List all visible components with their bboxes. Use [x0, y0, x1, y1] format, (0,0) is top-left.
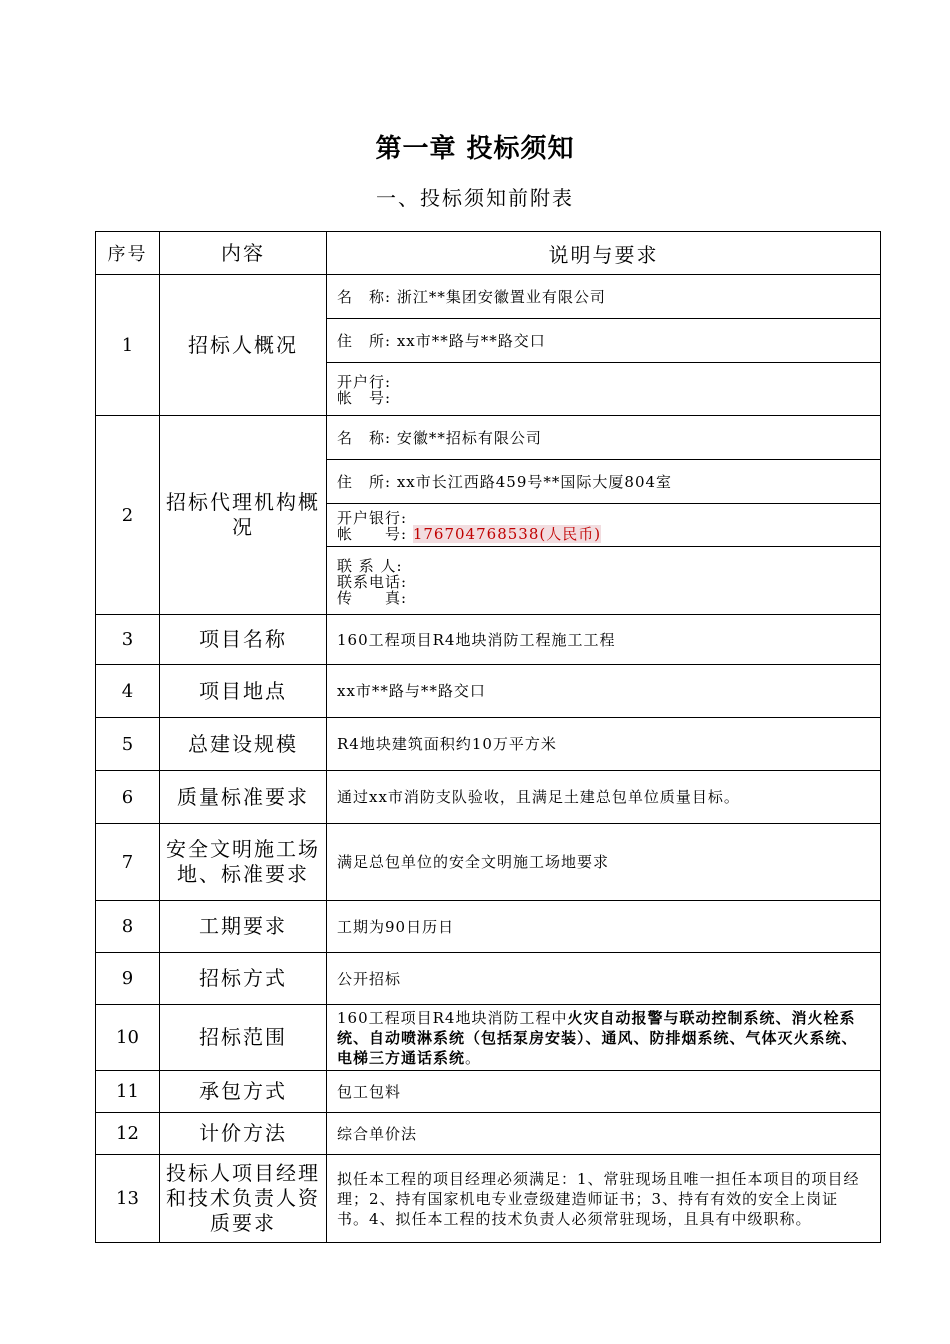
row-item: 工期要求 — [160, 901, 327, 953]
row-desc: 综合单价法 — [327, 1113, 881, 1155]
table-row — [96, 824, 881, 901]
row-no: 8 — [96, 901, 160, 953]
table-row — [96, 416, 881, 460]
row-no: 9 — [96, 953, 160, 1005]
table-row — [96, 275, 881, 319]
table-row — [96, 718, 881, 771]
table-row — [96, 615, 881, 665]
row-item: 计价方法 — [160, 1113, 327, 1155]
bank-label: 开户行: — [337, 373, 392, 391]
row-desc: 工期为90日历日 — [327, 901, 881, 953]
row-item: 投标人项目经理和技术负责人资质要求 — [160, 1155, 327, 1243]
row-desc — [327, 416, 881, 460]
header-item: 内容 — [160, 232, 327, 275]
row-item: 招标范围 — [160, 1005, 327, 1071]
row-no: 3 — [96, 615, 160, 665]
name-value: 安徽**招标有限公司 — [396, 428, 542, 447]
row-desc: 公开招标 — [327, 953, 881, 1005]
row-no: 13 — [96, 1155, 160, 1243]
row-desc — [327, 1005, 881, 1071]
phone-label: 联系电话: — [337, 572, 408, 591]
header-desc: 说明与要求 — [327, 232, 881, 275]
row-desc: 满足总包单位的安全文明施工场地要求 — [327, 824, 881, 901]
row-item: 承包方式 — [160, 1071, 327, 1113]
row-desc — [327, 504, 881, 547]
address-value: xx市长江西路459号**国际大厦804室 — [396, 472, 673, 491]
row-no: 1 — [96, 275, 160, 416]
row-item: 项目地点 — [160, 665, 327, 718]
row-desc: 160工程项目R4地块消防工程施工工程 — [327, 615, 881, 665]
table-row — [96, 953, 881, 1005]
row-desc — [327, 275, 881, 319]
row-item: 总建设规模 — [160, 718, 327, 771]
address-label: 住 所: — [337, 472, 392, 491]
row-desc — [327, 363, 881, 416]
row-item: 招标代理机构概况 — [160, 416, 327, 615]
account-label: 帐 号: — [337, 389, 392, 407]
row-desc: 包工包料 — [327, 1071, 881, 1113]
header-no: 序号 — [96, 232, 160, 275]
name-label: 名 称: — [337, 428, 392, 447]
row-item: 招标人概况 — [160, 275, 327, 416]
table-row — [96, 1005, 881, 1071]
row-desc — [327, 319, 881, 363]
fax-label: 传 真: — [337, 588, 408, 607]
row-no: 5 — [96, 718, 160, 771]
address-label: 住 所: — [337, 331, 392, 350]
row-desc: R4地块建筑面积约10万平方米 — [327, 718, 881, 771]
row-no: 6 — [96, 771, 160, 824]
row-desc: 拟任本工程的项目经理必须满足：1、常驻现场且唯一担任本项目的项目经理；2、持有国家机电专业壹级建造师证书；3、持有有效的安全上岗证书。4、拟任本工程的技术负责人必须常驻现场，且具有中级职称。 — [327, 1155, 881, 1243]
row-item: 安全文明施工场地、标准要求 — [160, 824, 327, 901]
row-desc — [327, 460, 881, 504]
name-value: 浙江**集团安徽置业有限公司 — [396, 287, 606, 306]
row-no: 12 — [96, 1113, 160, 1155]
account-value: 176704768538(人民币) — [412, 525, 602, 543]
account-label: 帐 号: — [337, 525, 408, 543]
bank-label: 开户银行: — [337, 509, 408, 527]
row-desc — [327, 547, 881, 615]
row-no: 7 — [96, 824, 160, 901]
table-row — [96, 1155, 881, 1243]
row-no: 10 — [96, 1005, 160, 1071]
chapter-title: 第一章 投标须知 — [375, 134, 575, 164]
table-row — [96, 1071, 881, 1113]
table-row — [96, 665, 881, 718]
section-title: 一、投标须知前附表 — [376, 186, 574, 210]
contact-label: 联 系 人: — [337, 556, 403, 575]
scope-prefix: 160工程项目R4地块消防工程中 — [337, 1008, 568, 1027]
table-row — [96, 771, 881, 824]
row-desc: 通过xx市消防支队验收，且满足土建总包单位质量目标。 — [327, 771, 881, 824]
name-label: 名 称: — [337, 287, 392, 306]
address-value: xx市**路与**路交口 — [396, 331, 546, 350]
table-row — [96, 901, 881, 953]
row-item: 招标方式 — [160, 953, 327, 1005]
row-no: 2 — [96, 416, 160, 615]
row-item: 质量标准要求 — [160, 771, 327, 824]
scope-systems: 火灾自动报警与联动控制系统、消火栓系统、自动喷淋系统（包括泵房安装）、通风、防排烟系统、气体灭火系统、电梯三方通话系统 — [337, 1008, 858, 1067]
row-item: 项目名称 — [160, 615, 327, 665]
scope-suffix: 。 — [465, 1048, 482, 1067]
table-header-row — [96, 232, 881, 275]
table-row — [96, 1113, 881, 1155]
row-no: 4 — [96, 665, 160, 718]
row-desc: xx市**路与**路交口 — [327, 665, 881, 718]
bidding-notice-table — [95, 231, 881, 1243]
row-no: 11 — [96, 1071, 160, 1113]
